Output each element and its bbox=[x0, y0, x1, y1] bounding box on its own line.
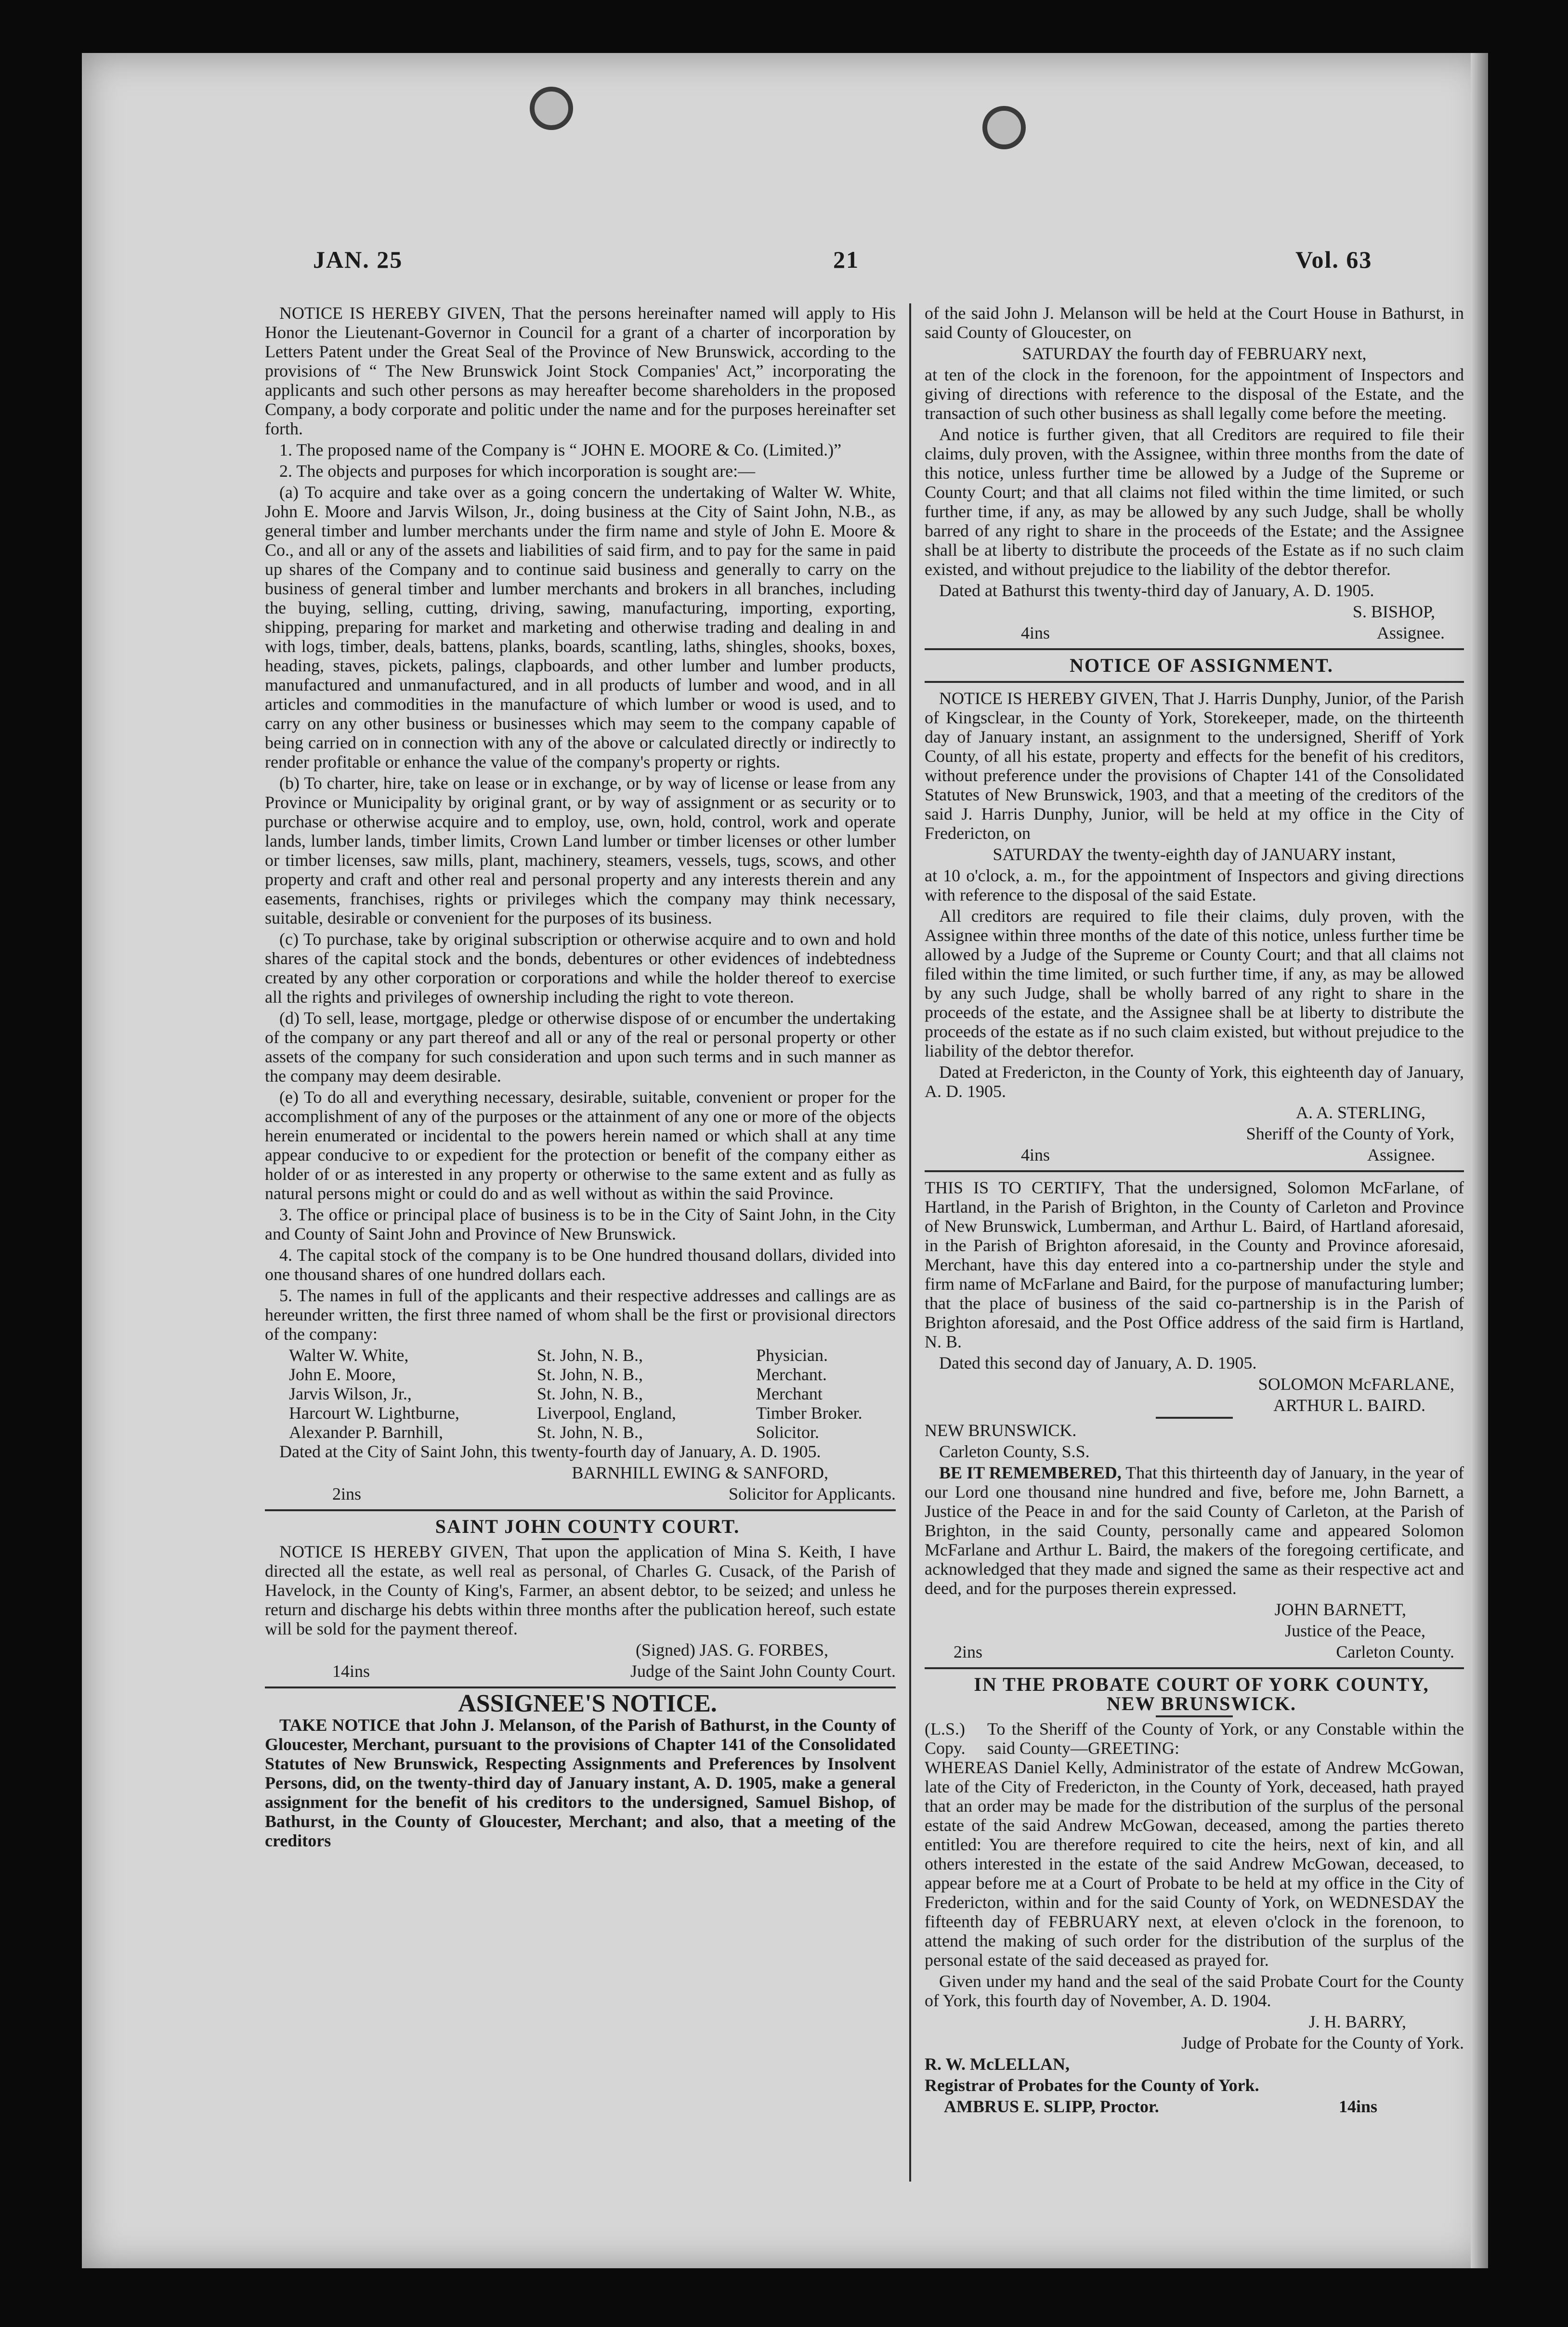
probate-registrar-role: Registrar of Probates for the County of York. bbox=[925, 2076, 1259, 2095]
incorp-object-b: (b) To charter, hire, take on lease or in exchange, or by way of license or lease from any Province or Municipality by original grant, or by way of assignment or as security or to purchase or otherwise acquire and to employ, use, own, hold, control, work and operate lands, lumber lands, timber limits, Crown Land lumber or timber licenses or other lumber or timber licenses, saw mills, plant, machinery, steamers, vessels, tugs, scows, and other property and craft and other real and personal property and any interests therein and any easements, franchises, rights or privileges which the company may think necessary, suitable, desirable or convenient for the purposes of its business. bbox=[265, 773, 896, 928]
certify-footer bbox=[925, 1642, 1464, 1661]
divider bbox=[925, 681, 1464, 683]
short-rule bbox=[542, 1538, 619, 1540]
applicant-name: John E. Moore, bbox=[289, 1365, 396, 1384]
binding-hole-right bbox=[982, 106, 1026, 149]
cont-footer bbox=[925, 623, 1464, 642]
probate-signer: J. H. BARRY, bbox=[1308, 2012, 1406, 2031]
applicant-calling: Physician. bbox=[756, 1346, 828, 1365]
applicant-row bbox=[289, 1403, 896, 1423]
assignment-role-2: Assignee. bbox=[1367, 1145, 1435, 1164]
divider bbox=[925, 648, 1464, 650]
divider bbox=[265, 1686, 896, 1688]
incorp-object-a: (a) To acquire and take over as a going concern the undertaking of Walter W. White, John E. Moore and Jarvis Wilson, Jr., doing business at the City of Saint John, N.B., as general timber and lumber merchants under the firm name and style of John E. Moore & Co., and all or any of the assets and liabilities of said firm, and to pay for the same in paid up shares of the Company and to continue said business and generally to carry on the business of general timber and lumber merchants and brokers in all branches, including the buying, selling, cutting, driving, sawing, manufacturing, importing, exporting, shipping, preparing for market and marketing and otherwise trading and dealing in and with logs, timber, deals, battens, planks, boards, scantling, laths, shingles, shooks, boxes, heading, staves, pickets, palings, clapboards, and other lumber and lumber products, manufactured and unmanufactured, and in all products of lumber and wood, and in all articles and commodities in the manufacture of which lumber or wood is used, and to carry on any other business or businesses which may seem to the company capable of being carried on in connection with any of the above or calculated directly or indirectly to render profitable or enhance the value of the company's property or rights. bbox=[265, 483, 896, 771]
cont-role: Assignee. bbox=[1377, 623, 1445, 642]
probate-body: WHEREAS Daniel Kelly, Administrator of the estate of Andrew McGowan, late of the City of Fredericton, in the County of York, deceased, hath prayed that an order may be made for the distribution of the surplus of the personal estate of the said Andrew McGowan, deceased, among the parties thereto entitled: You are therefore required to cite the heirs, next of kin, and all others interested in the estate of the said Andrew McGowan, deceased, to appear before me at a Court of Probate to be held at my office in the City of Fredericton, within and for the said County of York, on WEDNESDAY the fifteenth day of FEBRUARY next, at eleven o'clock in the forenoon, to attend the making of such order for the distribution of the surplus of the personal estate of the said deceased as prayed for. bbox=[925, 1758, 1464, 1970]
applicant-place: St. John, N. B., bbox=[537, 1346, 643, 1365]
probate-registrar: R. W. McLELLAN, bbox=[925, 2054, 1070, 2074]
probate-given: Given under my hand and the seal of the said Probate Court for the County of York, this fourth day of November, A. D. 1904. bbox=[925, 1972, 1464, 2010]
certify-signer-2: ARTHUR L. BAIRD. bbox=[1273, 1396, 1425, 1415]
assignment-dated: Dated at Fredericton, in the County of York, this eighteenth day of January, A. D. 1905. bbox=[925, 1062, 1464, 1101]
divider bbox=[265, 1509, 896, 1511]
applicant-row bbox=[289, 1423, 896, 1442]
assignment-title: NOTICE OF ASSIGNMENT. bbox=[1070, 654, 1333, 676]
applicant-name: Alexander P. Barnhill, bbox=[289, 1423, 443, 1442]
header-date: JAN. 25 bbox=[313, 246, 403, 273]
incorp-dated: Dated at the City of Saint John, this twenty-fourth day of January, A. D. 1905. bbox=[279, 1442, 821, 1461]
applicant-calling: Solicitor. bbox=[756, 1423, 820, 1442]
certify-body-2 bbox=[925, 1463, 1464, 1598]
probate-line-1: To the Sheriff of the County of York, or any Constable within the said County—GREETING: bbox=[987, 1719, 1464, 1758]
incorp-object-d: (d) To sell, lease, mortgage, pledge or otherwise dispose of or encumber the undertaking of the company or any part thereof and all or any of the real or personal property or other assets of the company for such consideration and upon such terms and in such manner as the company may deem desirable. bbox=[265, 1008, 896, 1085]
assignment-footer bbox=[925, 1145, 1464, 1164]
incorp-item-1: 1. The proposed name of the Company is “ JOHN E. MOORE & Co. (Limited.)” bbox=[279, 440, 842, 459]
divider bbox=[925, 1667, 1464, 1669]
probate-role: Judge of Probate for the County of York. bbox=[1181, 2033, 1464, 2052]
assignee-body: TAKE NOTICE that John J. Melanson, of the Parish of Bathurst, in the County of Gloucester, Merchant, pursuant to the provisions of Chapter 141 of the Consolidated Statutes of New Brunswick, Respecting Assignments and Preferences by Insolvent Persons, did, on the twenty-third day of January instant, A. D. 1905, make a general assignment for the benefit of his creditors to the undersigned, Samuel Bishop, of Bathurst, in the County of Gloucester, Merchant; and also, that a meeting of the creditors bbox=[265, 1715, 896, 1850]
probate-footer bbox=[925, 2097, 1464, 2116]
assignee-title: ASSIGNEE'S NOTICE. bbox=[458, 1690, 717, 1717]
applicant-place: Liverpool, England, bbox=[537, 1403, 676, 1423]
header-volume: Vol. 63 bbox=[1295, 246, 1372, 273]
applicant-place: St. John, N. B., bbox=[537, 1423, 643, 1442]
page-edge-shadow bbox=[1471, 53, 1488, 2268]
cont-meeting-date: SATURDAY the fourth day of FEBRUARY next, bbox=[1022, 344, 1367, 363]
cont-body: of the said John J. Melanson will be held at the Court House in Bathurst, in said County of Gloucester, on bbox=[925, 303, 1464, 342]
cont-dated: Dated at Bathurst this twenty-third day of January, A. D. 1905. bbox=[939, 581, 1374, 600]
certify-body-2-text: That this thirteenth day of January, in the year of our Lord one thousand nine hundred and five, before me, John Barnett, a Justice of the Peace in and for the said County of Carleton, at the Parish of Brighton, in the said County, personally came and appeared Solomon McFarlane and Arthur L. Baird, the makers of the foregoing certificate, and acknowledged that they made and signed the same as their respective act and deed, and for the purposes therein expressed. bbox=[925, 1463, 1464, 1598]
assignment-signer: A. A. STERLING, bbox=[1296, 1103, 1425, 1122]
right-column bbox=[925, 303, 1464, 2116]
applicant-row bbox=[289, 1365, 896, 1384]
applicant-name: Jarvis Wilson, Jr., bbox=[289, 1384, 412, 1403]
applicant-calling: Merchant bbox=[756, 1384, 823, 1403]
incorp-footer bbox=[265, 1484, 896, 1503]
applicant-name: Harcourt W. Lightburne, bbox=[289, 1403, 459, 1423]
probate-copy: Copy. bbox=[925, 1739, 966, 1758]
assignment-meeting-date: SATURDAY the twenty-eighth day of JANUARY instant, bbox=[993, 845, 1396, 864]
court-body: NOTICE IS HEREBY GIVEN, That upon the application of Mina S. Keith, I have directed all the estate, as well real as personal, of Charles G. Cusack, of the Parish of Havelock, in the County of King's, Farmer, an absent debtor, to be seized; and unless he return and discharge his debts within three months after the publication hereof, such estate will be sold for the payment thereof. bbox=[265, 1542, 896, 1638]
cont-body-2: at ten of the clock in the forenoon, for the appointment of Inspectors and giving of directions with reference to the disposal of the Estate, and the transaction of such other business as shall legally come before the meeting. bbox=[925, 365, 1464, 423]
certify-province: NEW BRUNSWICK. bbox=[925, 1421, 1077, 1440]
incorp-object-e: (e) To do all and everything necessary, desirable, suitable, convenient or proper for the accomplishment of any of the purposes or the attainment of any one or more of the objects herein enumerated or incidental to the powers herein named or which shall at any time appear conducive to or expedient for the protection or benefit of the company either as holder of or as interested in any property or otherwise to the same extent and as fully as natural persons might or could do and as well without as within the said Province. bbox=[265, 1087, 896, 1203]
certify-role-3b: Carleton County. bbox=[1336, 1642, 1454, 1661]
cont-body-3: And notice is further given, that all Creditors are required to file their claims, duly proven, with the Assignee, within three months from the date of this notice, unless further time be allowed by a Judge of the Supreme or County Court; and that all claims not filed within the time limited, or such further time, if any, as may be allowed by any such Judge, shall be wholly barred of any right to share in the proceeds of the Estate; and the Assignee shall be at liberty to distribute the proceeds of the Estate as if no such claim existed, and without prejudice to the liability of the debtor therefor. bbox=[925, 425, 1464, 579]
saint-john-county-court-notice bbox=[265, 1517, 896, 1681]
applicants-list bbox=[265, 1346, 896, 1442]
binding-hole-left bbox=[530, 87, 573, 130]
applicant-place: St. John, N. B., bbox=[537, 1365, 643, 1384]
certify-lead: BE IT REMEMBERED, bbox=[939, 1463, 1122, 1482]
short-rule bbox=[1156, 1417, 1233, 1419]
notice-of-assignment bbox=[925, 656, 1464, 1164]
applicant-calling: Timber Broker. bbox=[756, 1403, 862, 1423]
incorp-intro: NOTICE IS HEREBY GIVEN, That the persons hereinafter named will apply to His Honor the Lieutenant-Governor in Council for a grant of a charter of incorporation by Letters Patent under the Great Seal of the Province of New Brunswick, according to the provisions of “ The New Brunswick Joint Stock Companies' Act,” incorporating the applicants and such other persons as may hereafter become shareholders in the proposed Company, a body corporate and politic under the name and for the purposes hereinafter set forth. bbox=[265, 303, 896, 438]
incorp-signer: BARNHILL EWING & SANFORD, bbox=[572, 1463, 828, 1482]
cont-signer: S. BISHOP, bbox=[1352, 602, 1435, 621]
certify-role-3a: Justice of the Peace, bbox=[1285, 1621, 1425, 1640]
assignment-body-3: All creditors are required to file their claims, duly proven, with the Assignee within three months of the date of this notice, unless further time be allowed by a Judge of the Supreme or County Court; and that all claims not filed within the time limited, or such further time, if any, as may be allowed by any such Judge, shall be wholly barred of any right to share in the proceeds of the estate, and the Assignee shall be at liberty to distribute the proceeds of the estate as if no such claim existed, but without prejudice to the liability of the debtor therefor. bbox=[925, 906, 1464, 1060]
court-title: SAINT JOHN COUNTY COURT. bbox=[435, 1516, 740, 1537]
assignees-notice bbox=[265, 1690, 896, 1850]
assignment-ins: 4ins bbox=[1021, 1145, 1050, 1164]
probate-court-notice bbox=[925, 1675, 1464, 2116]
incorp-object-c: (c) To purchase, take by original subscription or otherwise acquire and to own and hold shares of the capital stock and the bonds, debentures or other evidences of indebtedness created by any other corporation or corporations and while the holder thereof to exercise all the rights and privileges of ownership including the right to vote thereon. bbox=[265, 929, 896, 1007]
assignment-body-2: at 10 o'clock, a. m., for the appointment of Inspectors and giving directions with reference to the disposal of the said Estate. bbox=[925, 866, 1464, 904]
probate-seal bbox=[925, 1719, 987, 1758]
certify-signer-1: SOLOMON McFARLANE, bbox=[1258, 1374, 1454, 1394]
cont-ins: 4ins bbox=[1021, 623, 1050, 642]
applicant-row bbox=[289, 1346, 896, 1365]
probate-title-1: IN THE PROBATE COURT OF YORK COUNTY, bbox=[974, 1673, 1429, 1695]
divider bbox=[925, 1170, 1464, 1172]
partnership-certificate bbox=[925, 1178, 1464, 1661]
probate-ls: (L.S.) bbox=[925, 1719, 965, 1739]
applicant-place: St. John, N. B., bbox=[537, 1384, 643, 1403]
assignment-role-1: Sheriff of the County of York, bbox=[1246, 1124, 1454, 1143]
assignment-body: NOTICE IS HEREBY GIVEN, That J. Harris Dunphy, Junior, of the Parish of Kingsclear, in the County of York, Storekeeper, made, on the thirteenth day of January instant, an assignment to the undersigned, Sheriff of York County, of all his estate, property and effects for the benefit of his creditors, without preference under the provisions of Chapter 141 of the Consolidated Statutes of New Brunswick, 1903, and that a meeting of the creditors of the said J. Harris Dunphy, Junior, will be held at my office in the City of Fredericton, on bbox=[925, 689, 1464, 843]
incorp-item-2: 2. The objects and purposes for which incorporation is sought are:— bbox=[279, 461, 756, 481]
probate-proctor: AMBRUS E. SLIPP, Proctor. bbox=[944, 2097, 1159, 2116]
probate-header-row bbox=[925, 1719, 1464, 1758]
incorp-ins: 2ins bbox=[332, 1484, 362, 1503]
certify-county: Carleton County, S.S. bbox=[939, 1442, 1090, 1461]
court-footer bbox=[265, 1661, 896, 1681]
probate-ins: 14ins bbox=[1338, 2097, 1377, 2116]
probate-title-2: NEW BRUNSWICK. bbox=[1107, 1693, 1296, 1714]
court-signer-role: Judge of the Saint John County Court. bbox=[630, 1661, 896, 1681]
incorp-signer-role: Solicitor for Applicants. bbox=[729, 1484, 896, 1503]
certify-ins: 2ins bbox=[954, 1642, 983, 1661]
certify-body: THIS IS TO CERTIFY, That the undersigned, Solomon McFarlane, of Hartland, in the Parish of Brighton, in the County of Carleton and Province of New Brunswick, Lumberman, and Arthur L. Baird, of Hartland aforesaid, in the Parish of Brighton aforesaid, in the County and Province aforesaid, Merchant, have this day entered into a co-partnership under the style and firm name of McFarlane and Baird, for the purpose of manufacturing lumber; that the place of business of the said co-partnership is in the Parish of Brighton aforesaid, and the Post Office address of the said firm is Hartland, N. B. bbox=[925, 1178, 1464, 1351]
applicant-calling: Merchant. bbox=[756, 1365, 827, 1384]
certify-signer-3: JOHN BARNETT, bbox=[1274, 1600, 1406, 1619]
assignee-continuation bbox=[925, 303, 1464, 642]
certify-dated: Dated this second day of January, A. D. 1905. bbox=[939, 1353, 1257, 1373]
applicant-row bbox=[289, 1384, 896, 1403]
applicant-name: Walter W. White, bbox=[289, 1346, 409, 1365]
header-page-number: 21 bbox=[833, 246, 859, 273]
court-ins: 14ins bbox=[332, 1661, 370, 1681]
incorporation-notice bbox=[265, 303, 896, 1503]
incorp-item-4: 4. The capital stock of the company is to be One hundred thousand dollars, divided into one thousand shares of one hundred dollars each. bbox=[265, 1245, 896, 1284]
incorp-item-5: 5. The names in full of the applicants and their respective addresses and callings are as hereunder written, the first three named of whom shall be the first or provisional directors of the company: bbox=[265, 1286, 896, 1344]
incorp-item-3: 3. The office or principal place of business is to be in the City of Saint John, in the City and County of Saint John and Province of New Brunswick. bbox=[265, 1205, 896, 1243]
short-rule bbox=[1156, 1715, 1233, 1717]
court-signer: (Signed) JAS. G. FORBES, bbox=[635, 1640, 828, 1660]
gazette-page bbox=[82, 53, 1488, 2268]
column-divider bbox=[909, 303, 911, 2182]
left-column bbox=[265, 303, 896, 1852]
